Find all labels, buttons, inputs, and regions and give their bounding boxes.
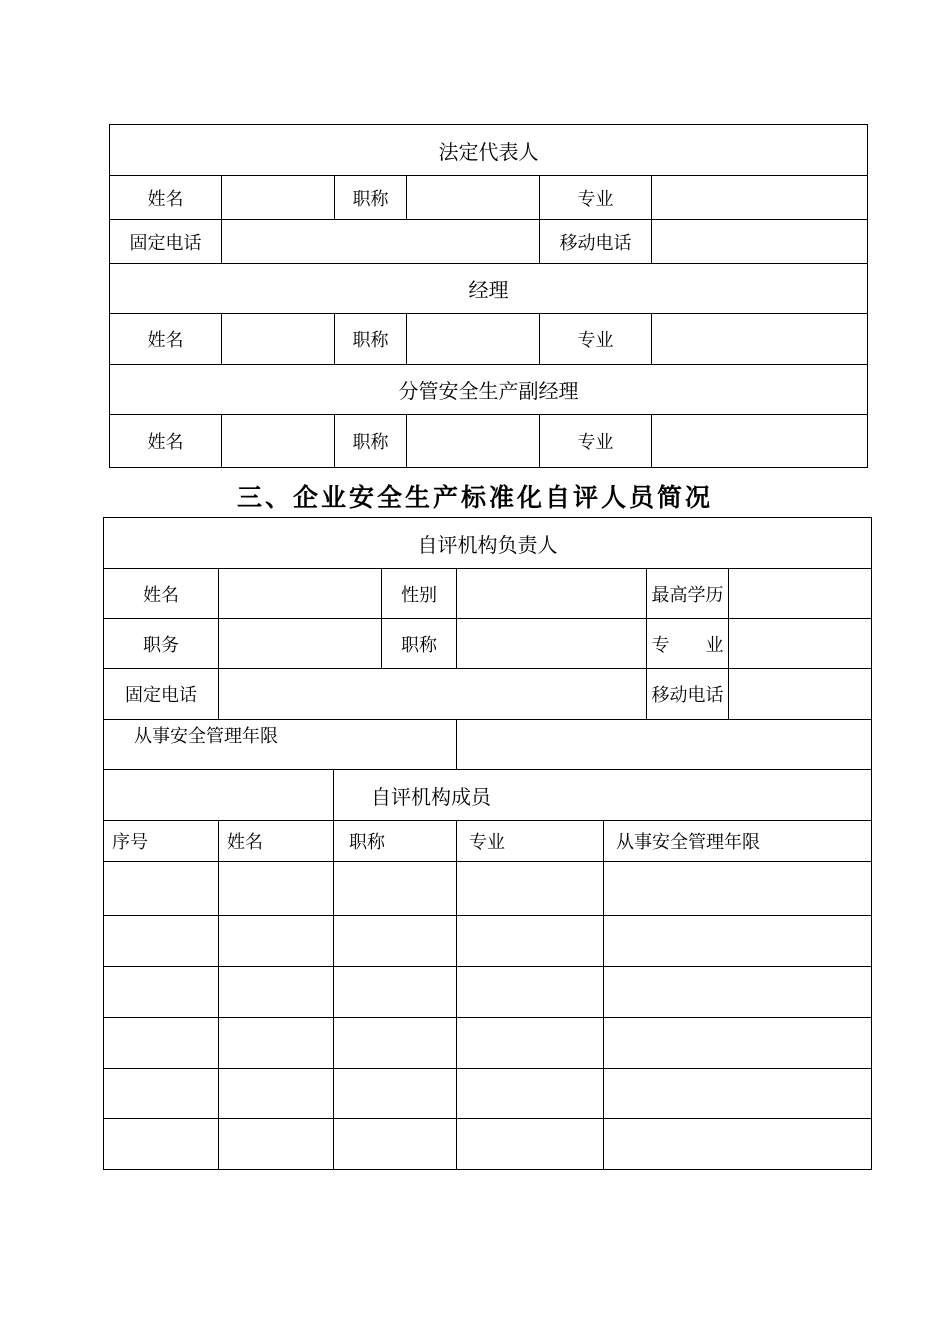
leader-title-label: 职称 [382, 619, 457, 669]
vice-manager-title-label: 职称 [335, 415, 407, 468]
member-major-cell[interactable] [457, 967, 604, 1018]
col-header-name: 姓名 [219, 821, 334, 862]
member-name-cell[interactable] [219, 1119, 334, 1170]
member-index-cell[interactable] [104, 862, 219, 916]
member-title-cell[interactable] [334, 862, 457, 916]
member-major-cell[interactable] [457, 1069, 604, 1119]
member-name-cell[interactable] [219, 1069, 334, 1119]
legal-rep-major-field[interactable] [652, 176, 868, 220]
leader-mobile-field[interactable] [729, 669, 872, 720]
manager-major-field[interactable] [652, 314, 868, 365]
vice-manager-name-field[interactable] [222, 415, 335, 468]
legal-rep-mobile-field[interactable] [652, 220, 868, 264]
table-row [104, 967, 872, 1018]
col-header-index: 序号 [104, 821, 219, 862]
member-major-cell[interactable] [457, 862, 604, 916]
member-index-cell[interactable] [104, 1069, 219, 1119]
leader-gender-field[interactable] [457, 569, 647, 619]
member-title-cell[interactable] [334, 916, 457, 967]
table-row [104, 916, 872, 967]
member-index-cell[interactable] [104, 916, 219, 967]
member-name-cell[interactable] [219, 916, 334, 967]
member-years-cell[interactable] [604, 1018, 872, 1069]
self-assessment-personnel-table [103, 517, 872, 1170]
member-title-cell[interactable] [334, 1069, 457, 1119]
col-header-title: 职称 [334, 821, 457, 862]
manager-header: 经理 [110, 264, 868, 314]
table-row [104, 1018, 872, 1069]
legal-rep-landline-label: 固定电话 [110, 220, 222, 264]
member-title-cell[interactable] [334, 1018, 457, 1069]
leader-position-field[interactable] [219, 619, 382, 669]
vice-manager-major-label: 专业 [540, 415, 652, 468]
col-header-years: 从事安全管理年限 [604, 821, 872, 862]
vice-manager-title-field[interactable] [407, 415, 540, 468]
member-years-cell[interactable] [604, 1119, 872, 1170]
table-row [104, 1069, 872, 1119]
legal-rep-title-label: 职称 [335, 176, 407, 220]
leader-gender-label: 性别 [382, 569, 457, 619]
member-index-cell[interactable] [104, 1119, 219, 1170]
leader-education-label: 最高学历 [647, 569, 729, 619]
member-major-cell[interactable] [457, 1119, 604, 1170]
member-years-cell[interactable] [604, 862, 872, 916]
member-name-cell[interactable] [219, 862, 334, 916]
manager-name-field[interactable] [222, 314, 335, 365]
leader-years-label: 从事安全管理年限 [104, 720, 457, 770]
member-index-cell[interactable] [104, 1018, 219, 1069]
member-years-cell[interactable] [604, 967, 872, 1018]
legal-rep-name-field[interactable] [222, 176, 335, 220]
leader-name-field[interactable] [219, 569, 382, 619]
leader-education-field[interactable] [729, 569, 872, 619]
legal-rep-name-label: 姓名 [110, 176, 222, 220]
leader-years-field[interactable] [457, 720, 872, 770]
manager-major-label: 专业 [540, 314, 652, 365]
leader-position-label: 职务 [104, 619, 219, 669]
leader-major-label: 专 业 [647, 619, 729, 669]
leader-header: 自评机构负责人 [104, 518, 872, 569]
manager-name-label: 姓名 [110, 314, 222, 365]
member-years-cell[interactable] [604, 1069, 872, 1119]
leader-landline-label: 固定电话 [104, 669, 219, 720]
member-major-cell[interactable] [457, 1018, 604, 1069]
vice-manager-major-field[interactable] [652, 415, 868, 468]
member-title-cell[interactable] [334, 967, 457, 1018]
company-officers-table [109, 124, 868, 468]
manager-title-label: 职称 [335, 314, 407, 365]
leader-major-field[interactable] [729, 619, 872, 669]
vice-manager-name-label: 姓名 [110, 415, 222, 468]
member-index-cell[interactable] [104, 967, 219, 1018]
legal-rep-landline-field[interactable] [222, 220, 540, 264]
member-title-cell[interactable] [334, 1119, 457, 1170]
table-row [104, 1119, 872, 1170]
section-title: 三、企业安全生产标准化自评人员简况 [236, 483, 713, 512]
member-years-cell[interactable] [604, 916, 872, 967]
safety-vice-manager-header: 分管安全生产副经理 [110, 365, 868, 415]
leader-landline-field[interactable] [219, 669, 647, 720]
leader-title-field[interactable] [457, 619, 647, 669]
leader-mobile-label: 移动电话 [647, 669, 729, 720]
member-name-cell[interactable] [219, 1018, 334, 1069]
col-header-major: 专业 [457, 821, 604, 862]
legal-rep-mobile-label: 移动电话 [540, 220, 652, 264]
legal-representative-header: 法定代表人 [110, 125, 868, 176]
manager-title-field[interactable] [407, 314, 540, 365]
leader-name-label: 姓名 [104, 569, 219, 619]
members-header: 自评机构成员 [334, 770, 872, 821]
table-row [104, 862, 872, 916]
member-name-cell[interactable] [219, 967, 334, 1018]
legal-rep-major-label: 专业 [540, 176, 652, 220]
member-major-cell[interactable] [457, 916, 604, 967]
legal-rep-title-field[interactable] [407, 176, 540, 220]
members-header-blank [104, 770, 334, 821]
